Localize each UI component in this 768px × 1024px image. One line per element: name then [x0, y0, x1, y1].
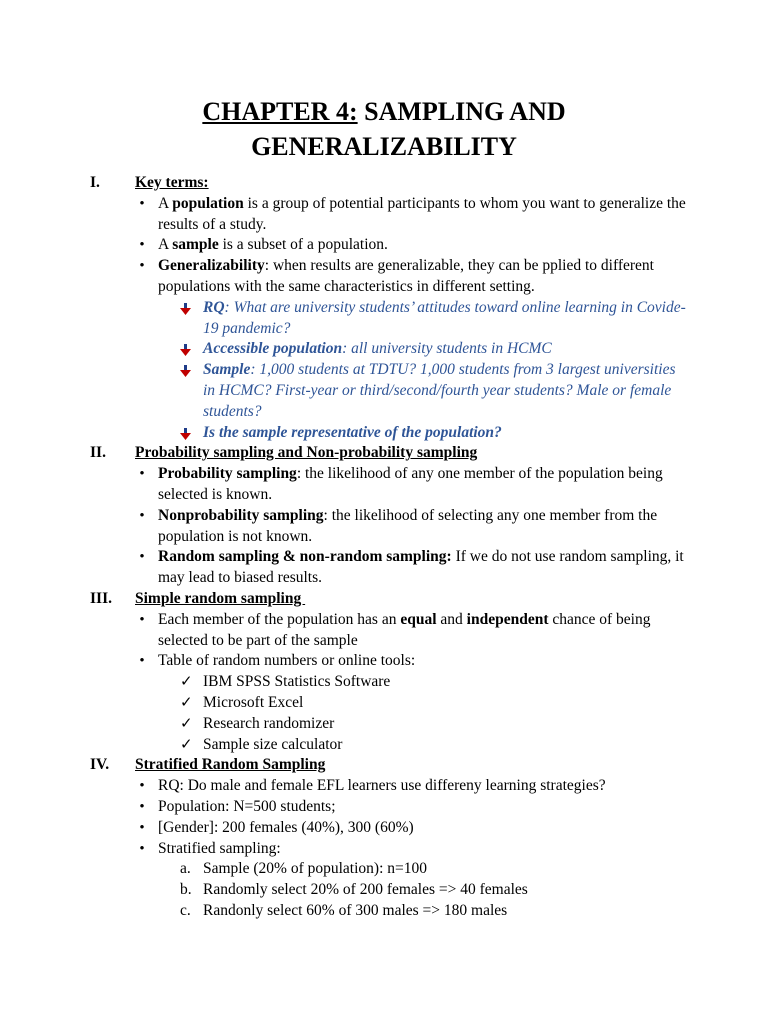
list-item — [90, 235, 690, 256]
bullet-icon: • — [139, 466, 145, 483]
item-text: is a subset of a population. — [218, 236, 388, 254]
arrow-down-icon — [180, 344, 191, 356]
chapter-title-part: SAMPLING AND — [357, 97, 566, 126]
item-text: Stratified sampling: — [158, 839, 281, 857]
list-item — [90, 547, 690, 589]
item-text: : the likelihood of any one member of the population being selected is known. — [158, 465, 663, 503]
bullet-list — [90, 464, 690, 589]
section-heading — [90, 173, 690, 194]
section-numeral: IV. — [90, 756, 110, 774]
section-title: Simple random sampling — [135, 589, 306, 607]
section-heading — [90, 589, 690, 610]
example-item — [90, 298, 690, 340]
example-item — [90, 360, 690, 422]
list-item — [90, 818, 690, 839]
bullet-icon: • — [139, 798, 145, 815]
item-text: If we do not use random sampling, it may lead to biased results. — [158, 548, 684, 587]
item-text: is a group of potential participants to whom you want to generalize the results of a study. — [158, 194, 686, 233]
list-item — [90, 256, 690, 298]
checkmark-icon: ✓ — [180, 736, 193, 753]
section-stratified-random-sampling — [90, 755, 690, 921]
item-text: and — [436, 610, 467, 628]
section-key-terms — [90, 173, 690, 443]
item-term: Probability sampling — [158, 465, 297, 483]
example-list — [90, 298, 690, 444]
example-term: Accessible population — [203, 340, 343, 358]
list-item — [90, 797, 690, 818]
checkmark-icon: ✓ — [180, 715, 193, 732]
checklist-text: Sample size calculator — [203, 735, 343, 753]
step-item — [90, 880, 690, 901]
section-simple-random-sampling — [90, 589, 690, 755]
bullet-icon: • — [139, 549, 145, 566]
bullet-list — [90, 194, 690, 298]
arrow-down-icon — [180, 303, 191, 315]
item-text: A — [158, 236, 173, 254]
step-letter: b. — [180, 881, 192, 899]
chapter-title-line-2: GENERALIZABILITY — [251, 132, 517, 161]
section-title: Stratified Random Sampling — [135, 756, 326, 774]
section-numeral: I. — [90, 174, 100, 191]
list-item — [90, 506, 690, 548]
step-text: Randonly select 60% of 300 males => 180 males — [203, 901, 508, 919]
checklist-text: Research randomizer — [203, 714, 335, 732]
chapter-title-line-1 — [0, 94, 768, 129]
step-text: Randomly select 20% of 200 females => 40 females — [203, 881, 528, 899]
chapter-number: CHAPTER 4: — [202, 97, 358, 126]
step-letter: c. — [180, 901, 191, 919]
step-item — [90, 859, 690, 880]
bullet-icon: • — [139, 819, 145, 836]
bullet-list — [90, 776, 690, 859]
item-term: population — [172, 194, 244, 212]
step-text: Sample (20% of population): n=100 — [203, 860, 427, 878]
example-term: RQ — [203, 298, 225, 316]
example-item — [90, 339, 690, 360]
list-item — [90, 610, 690, 652]
example-text: Is the sample representative of the population? — [203, 423, 502, 441]
example-text: : 1,000 students at TDTU? 1,000 students from 3 largest universities in HCMC? First-year or third/second/fourth year students? Male or female students? — [203, 361, 676, 420]
checklist-item — [90, 693, 690, 714]
arrow-down-icon — [180, 428, 191, 440]
section-title: Key terms: — [135, 174, 209, 191]
section-heading — [90, 443, 690, 464]
item-text: Population: N=500 students; — [158, 797, 336, 815]
bullet-icon: • — [139, 778, 145, 795]
chapter-title — [0, 94, 768, 164]
item-term: Random sampling & non-random sampling: — [158, 548, 452, 566]
item-text: A — [158, 194, 173, 212]
section-title: Probability sampling and Non-probability sampling — [135, 444, 478, 462]
list-item — [90, 776, 690, 797]
list-item — [90, 464, 690, 506]
bullet-icon: • — [139, 507, 145, 524]
bullet-icon: • — [139, 840, 145, 857]
item-term: Generalizability — [158, 257, 265, 275]
example-text: : What are university students’ attitudes toward online learning in Covide-19 pandemic? — [203, 298, 686, 337]
list-item — [90, 651, 690, 672]
item-term: independent — [466, 610, 549, 628]
item-text: chance of being selected to be part of the sample — [158, 610, 651, 649]
checklist-text: IBM SPSS Statistics Software — [203, 673, 391, 691]
bullet-icon: • — [139, 258, 145, 275]
item-term: equal — [400, 610, 437, 628]
checklist-item — [90, 714, 690, 735]
item-term: Nonprobability sampling — [158, 506, 324, 524]
bullet-icon: • — [139, 195, 145, 212]
checklist-item — [90, 672, 690, 693]
section-probability-sampling — [90, 443, 690, 589]
tools-checklist — [90, 672, 690, 755]
item-text: RQ: Do male and female EFL learners use differeny learning strategies? — [158, 777, 606, 795]
checkmark-icon: ✓ — [180, 694, 193, 711]
step-item — [90, 901, 690, 922]
section-heading — [90, 755, 690, 776]
example-term: Sample — [203, 361, 251, 379]
item-text: : the likelihood of selecting any one member from the population is not known. — [158, 506, 658, 545]
example-text: : all university students in HCMC — [342, 340, 552, 358]
checklist-item — [90, 735, 690, 756]
item-text: Each member of the population has an — [158, 610, 401, 628]
bullet-list — [90, 610, 690, 672]
checklist-text: Microsoft Excel — [203, 693, 304, 711]
checkmark-icon: ✓ — [180, 674, 193, 691]
list-item — [90, 194, 690, 236]
example-item — [90, 423, 690, 444]
bullet-icon: • — [139, 653, 145, 670]
item-text: [Gender]: 200 females (40%), 300 (60%) — [158, 818, 414, 836]
item-text: : when results are generalizable, they can be pplied to different populations with the same characteristics in different setting. — [158, 257, 654, 295]
step-letter: a. — [180, 860, 191, 878]
section-numeral: III. — [90, 589, 112, 607]
bullet-icon: • — [139, 237, 145, 254]
item-text: Table of random numbers or online tools: — [158, 652, 416, 670]
document-body — [90, 173, 690, 922]
sampling-steps-list — [90, 859, 690, 921]
item-term: sample — [172, 236, 219, 254]
bullet-icon: • — [139, 611, 145, 628]
section-numeral: II. — [90, 444, 106, 462]
arrow-down-icon — [180, 365, 191, 377]
list-item — [90, 839, 690, 860]
